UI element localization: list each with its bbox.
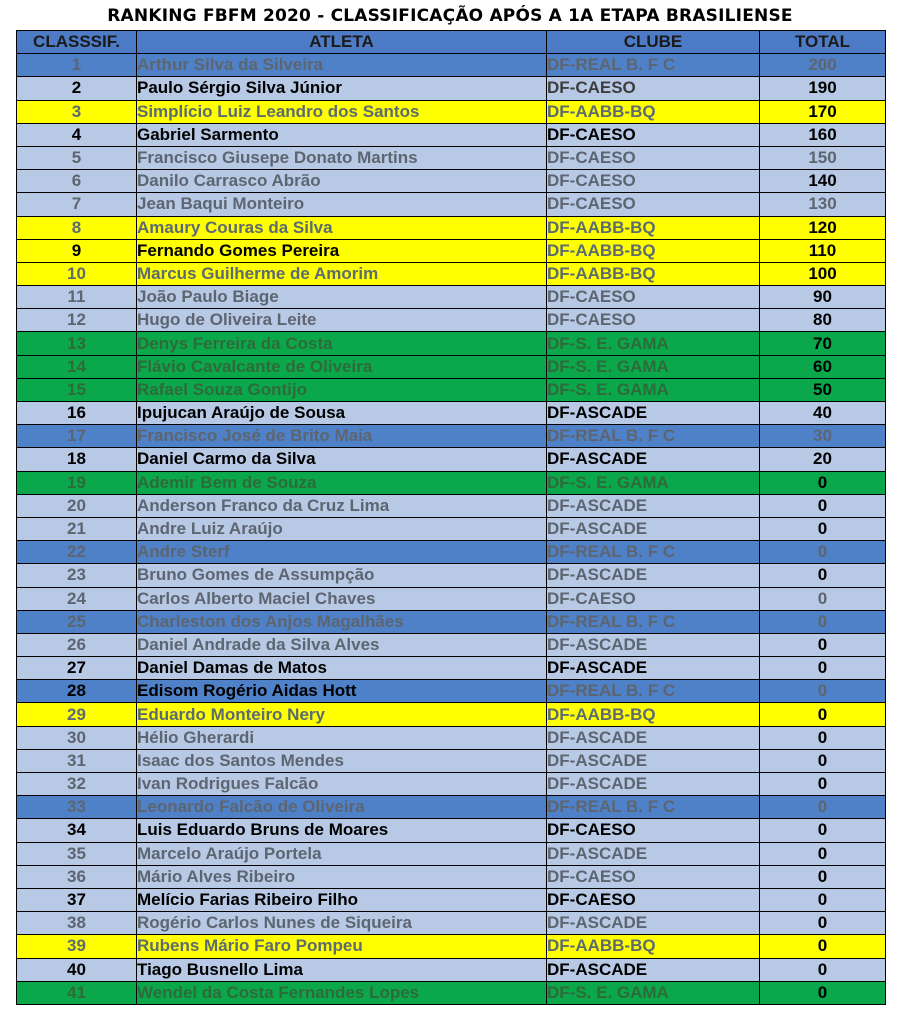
club-cell: DF-CAESO xyxy=(547,888,760,911)
table-row xyxy=(17,193,886,216)
table-row xyxy=(17,541,886,564)
total-cell: 40 xyxy=(760,402,886,425)
position-cell: 9 xyxy=(17,239,137,262)
athlete-cell: Denys Ferreira da Costa xyxy=(137,332,547,355)
total-cell: 0 xyxy=(760,610,886,633)
position-cell: 7 xyxy=(17,193,137,216)
table-row xyxy=(17,657,886,680)
athlete-cell: Charleston dos Anjos Magalhães xyxy=(137,610,547,633)
position-cell: 37 xyxy=(17,888,137,911)
table-header-row xyxy=(17,31,886,54)
club-cell: DF-ASCADE xyxy=(547,402,760,425)
club-cell: DF-ASCADE xyxy=(547,494,760,517)
ranking-body xyxy=(17,54,886,1005)
athlete-cell: Edisom Rogério Aidas Hott xyxy=(137,680,547,703)
athlete-cell: João Paulo Biage xyxy=(137,286,547,309)
club-cell: DF-ASCADE xyxy=(547,773,760,796)
club-cell: DF-ASCADE xyxy=(547,633,760,656)
club-cell: DF-REAL B. F C xyxy=(547,54,760,77)
total-cell: 190 xyxy=(760,77,886,100)
athlete-cell: Jean Baqui Monteiro xyxy=(137,193,547,216)
position-cell: 14 xyxy=(17,355,137,378)
club-cell: DF-S. E. GAMA xyxy=(547,981,760,1004)
table-row xyxy=(17,54,886,77)
total-cell: 0 xyxy=(760,471,886,494)
column-header-position: CLASSSIF. xyxy=(17,31,137,54)
position-cell: 5 xyxy=(17,146,137,169)
athlete-cell: Danilo Carrasco Abrão xyxy=(137,170,547,193)
club-cell: DF-ASCADE xyxy=(547,657,760,680)
total-cell: 0 xyxy=(760,749,886,772)
table-row xyxy=(17,100,886,123)
athlete-cell: Fernando Gomes Pereira xyxy=(137,239,547,262)
athlete-cell: Anderson Franco da Cruz Lima xyxy=(137,494,547,517)
total-cell: 200 xyxy=(760,54,886,77)
club-cell: DF-CAESO xyxy=(547,146,760,169)
column-header-total: TOTAL xyxy=(760,31,886,54)
position-cell: 31 xyxy=(17,749,137,772)
club-cell: DF-REAL B. F C xyxy=(547,680,760,703)
total-cell: 0 xyxy=(760,703,886,726)
total-cell: 50 xyxy=(760,378,886,401)
ranking-table xyxy=(16,30,886,1005)
club-cell: DF-ASCADE xyxy=(547,749,760,772)
athlete-cell: Bruno Gomes de Assumpção xyxy=(137,564,547,587)
athlete-cell: Andre Luiz Araújo xyxy=(137,517,547,540)
total-cell: 160 xyxy=(760,123,886,146)
club-cell: DF-S. E. GAMA xyxy=(547,471,760,494)
table-row xyxy=(17,123,886,146)
position-cell: 23 xyxy=(17,564,137,587)
total-cell: 100 xyxy=(760,262,886,285)
table-row xyxy=(17,865,886,888)
athlete-cell: Rafael Souza Gontijo xyxy=(137,378,547,401)
club-cell: DF-ASCADE xyxy=(547,912,760,935)
table-row xyxy=(17,355,886,378)
athlete-cell: Marcus Guilherme de Amorim xyxy=(137,262,547,285)
club-cell: DF-CAESO xyxy=(547,865,760,888)
table-row xyxy=(17,587,886,610)
table-row xyxy=(17,703,886,726)
total-cell: 170 xyxy=(760,100,886,123)
athlete-cell: Ivan Rodrigues Falcão xyxy=(137,773,547,796)
club-cell: DF-S. E. GAMA xyxy=(547,332,760,355)
position-cell: 27 xyxy=(17,657,137,680)
table-row xyxy=(17,309,886,332)
position-cell: 33 xyxy=(17,796,137,819)
position-cell: 21 xyxy=(17,517,137,540)
position-cell: 32 xyxy=(17,773,137,796)
position-cell: 6 xyxy=(17,170,137,193)
athlete-cell: Andre Sterf xyxy=(137,541,547,564)
athlete-cell: Daniel Carmo da Silva xyxy=(137,448,547,471)
club-cell: DF-AABB-BQ xyxy=(547,216,760,239)
table-row xyxy=(17,471,886,494)
club-cell: DF-ASCADE xyxy=(547,842,760,865)
total-cell: 0 xyxy=(760,912,886,935)
athlete-cell: Francisco José de Brito Maia xyxy=(137,425,547,448)
table-row xyxy=(17,981,886,1004)
total-cell: 0 xyxy=(760,633,886,656)
club-cell: DF-REAL B. F C xyxy=(547,541,760,564)
position-cell: 8 xyxy=(17,216,137,239)
total-cell: 0 xyxy=(760,517,886,540)
athlete-cell: Marcelo Araújo Portela xyxy=(137,842,547,865)
athlete-cell: Francisco Giusepe Donato Martins xyxy=(137,146,547,169)
position-cell: 3 xyxy=(17,100,137,123)
club-cell: DF-ASCADE xyxy=(547,958,760,981)
athlete-cell: Luis Eduardo Bruns de Moares xyxy=(137,819,547,842)
club-cell: DF-S. E. GAMA xyxy=(547,378,760,401)
position-cell: 20 xyxy=(17,494,137,517)
position-cell: 36 xyxy=(17,865,137,888)
club-cell: DF-REAL B. F C xyxy=(547,425,760,448)
total-cell: 0 xyxy=(760,796,886,819)
position-cell: 11 xyxy=(17,286,137,309)
table-row xyxy=(17,146,886,169)
total-cell: 0 xyxy=(760,935,886,958)
position-cell: 4 xyxy=(17,123,137,146)
position-cell: 40 xyxy=(17,958,137,981)
table-row xyxy=(17,610,886,633)
table-row xyxy=(17,796,886,819)
position-cell: 1 xyxy=(17,54,137,77)
column-header-club: CLUBE xyxy=(547,31,760,54)
total-cell: 0 xyxy=(760,819,886,842)
athlete-cell: Amaury Couras da Silva xyxy=(137,216,547,239)
table-row xyxy=(17,216,886,239)
athlete-cell: Leonardo Falcão de Oliveira xyxy=(137,796,547,819)
total-cell: 0 xyxy=(760,726,886,749)
club-cell: DF-AABB-BQ xyxy=(547,703,760,726)
total-cell: 130 xyxy=(760,193,886,216)
table-row xyxy=(17,773,886,796)
position-cell: 26 xyxy=(17,633,137,656)
total-cell: 0 xyxy=(760,541,886,564)
table-row xyxy=(17,935,886,958)
athlete-cell: Hugo de Oliveira Leite xyxy=(137,309,547,332)
athlete-cell: Gabriel Sarmento xyxy=(137,123,547,146)
athlete-cell: Tiago Busnello Lima xyxy=(137,958,547,981)
position-cell: 13 xyxy=(17,332,137,355)
table-row xyxy=(17,726,886,749)
total-cell: 30 xyxy=(760,425,886,448)
athlete-cell: Daniel Andrade da Silva Alves xyxy=(137,633,547,656)
athlete-cell: Rogério Carlos Nunes de Siqueira xyxy=(137,912,547,935)
club-cell: DF-CAESO xyxy=(547,77,760,100)
position-cell: 39 xyxy=(17,935,137,958)
table-row xyxy=(17,170,886,193)
total-cell: 150 xyxy=(760,146,886,169)
table-row xyxy=(17,819,886,842)
club-cell: DF-CAESO xyxy=(547,309,760,332)
club-cell: DF-AABB-BQ xyxy=(547,100,760,123)
athlete-cell: Hélio Gherardi xyxy=(137,726,547,749)
table-row xyxy=(17,842,886,865)
athlete-cell: Isaac dos Santos Mendes xyxy=(137,749,547,772)
position-cell: 17 xyxy=(17,425,137,448)
club-cell: DF-CAESO xyxy=(547,286,760,309)
table-row xyxy=(17,77,886,100)
club-cell: DF-ASCADE xyxy=(547,726,760,749)
club-cell: DF-REAL B. F C xyxy=(547,796,760,819)
total-cell: 0 xyxy=(760,888,886,911)
total-cell: 0 xyxy=(760,587,886,610)
club-cell: DF-CAESO xyxy=(547,123,760,146)
table-row xyxy=(17,564,886,587)
total-cell: 0 xyxy=(760,494,886,517)
total-cell: 140 xyxy=(760,170,886,193)
position-cell: 15 xyxy=(17,378,137,401)
athlete-cell: Flávio Cavalcante de Oliveira xyxy=(137,355,547,378)
total-cell: 0 xyxy=(760,657,886,680)
athlete-cell: Daniel Damas de Matos xyxy=(137,657,547,680)
position-cell: 38 xyxy=(17,912,137,935)
club-cell: DF-AABB-BQ xyxy=(547,935,760,958)
position-cell: 18 xyxy=(17,448,137,471)
table-row xyxy=(17,912,886,935)
athlete-cell: Eduardo Monteiro Nery xyxy=(137,703,547,726)
page-title: RANKING FBFM 2020 - CLASSIFICAÇÃO APÓS A 1A ETAPA BRASILIENSE xyxy=(107,6,793,26)
total-cell: 0 xyxy=(760,564,886,587)
table-row xyxy=(17,332,886,355)
total-cell: 0 xyxy=(760,981,886,1004)
total-cell: 0 xyxy=(760,865,886,888)
table-row xyxy=(17,494,886,517)
athlete-cell: Melício Farias Ribeiro Filho xyxy=(137,888,547,911)
table-row xyxy=(17,402,886,425)
position-cell: 34 xyxy=(17,819,137,842)
position-cell: 25 xyxy=(17,610,137,633)
athlete-cell: Simplício Luiz Leandro dos Santos xyxy=(137,100,547,123)
total-cell: 60 xyxy=(760,355,886,378)
table-row xyxy=(17,448,886,471)
table-row xyxy=(17,749,886,772)
athlete-cell: Ademir Bem de Souza xyxy=(137,471,547,494)
total-cell: 120 xyxy=(760,216,886,239)
total-cell: 0 xyxy=(760,958,886,981)
position-cell: 12 xyxy=(17,309,137,332)
table-row xyxy=(17,425,886,448)
position-cell: 2 xyxy=(17,77,137,100)
total-cell: 0 xyxy=(760,842,886,865)
table-row xyxy=(17,262,886,285)
club-cell: DF-REAL B. F C xyxy=(547,610,760,633)
position-cell: 24 xyxy=(17,587,137,610)
table-row xyxy=(17,958,886,981)
athlete-cell: Carlos Alberto Maciel Chaves xyxy=(137,587,547,610)
table-row xyxy=(17,286,886,309)
total-cell: 70 xyxy=(760,332,886,355)
club-cell: DF-AABB-BQ xyxy=(547,262,760,285)
position-cell: 29 xyxy=(17,703,137,726)
total-cell: 110 xyxy=(760,239,886,262)
club-cell: DF-CAESO xyxy=(547,193,760,216)
club-cell: DF-CAESO xyxy=(547,587,760,610)
position-cell: 28 xyxy=(17,680,137,703)
total-cell: 20 xyxy=(760,448,886,471)
club-cell: DF-ASCADE xyxy=(547,564,760,587)
table-row xyxy=(17,888,886,911)
club-cell: DF-ASCADE xyxy=(547,517,760,540)
position-cell: 22 xyxy=(17,541,137,564)
table-row xyxy=(17,633,886,656)
total-cell: 0 xyxy=(760,680,886,703)
column-header-athlete: ATLETA xyxy=(137,31,547,54)
total-cell: 0 xyxy=(760,773,886,796)
athlete-cell: Wendel da Costa Fernandes Lopes xyxy=(137,981,547,1004)
total-cell: 80 xyxy=(760,309,886,332)
athlete-cell: Paulo Sérgio Silva Júnior xyxy=(137,77,547,100)
table-row xyxy=(17,378,886,401)
position-cell: 10 xyxy=(17,262,137,285)
club-cell: DF-AABB-BQ xyxy=(547,239,760,262)
position-cell: 30 xyxy=(17,726,137,749)
position-cell: 41 xyxy=(17,981,137,1004)
position-cell: 19 xyxy=(17,471,137,494)
position-cell: 16 xyxy=(17,402,137,425)
athlete-cell: Mário Alves Ribeiro xyxy=(137,865,547,888)
athlete-cell: Rubens Mário Faro Pompeu xyxy=(137,935,547,958)
total-cell: 90 xyxy=(760,286,886,309)
position-cell: 35 xyxy=(17,842,137,865)
athlete-cell: Ipujucan Araújo de Sousa xyxy=(137,402,547,425)
table-row xyxy=(17,680,886,703)
table-row xyxy=(17,239,886,262)
athlete-cell: Arthur Silva da Silveira xyxy=(137,54,547,77)
table-row xyxy=(17,517,886,540)
club-cell: DF-S. E. GAMA xyxy=(547,355,760,378)
club-cell: DF-ASCADE xyxy=(547,448,760,471)
club-cell: DF-CAESO xyxy=(547,819,760,842)
club-cell: DF-CAESO xyxy=(547,170,760,193)
